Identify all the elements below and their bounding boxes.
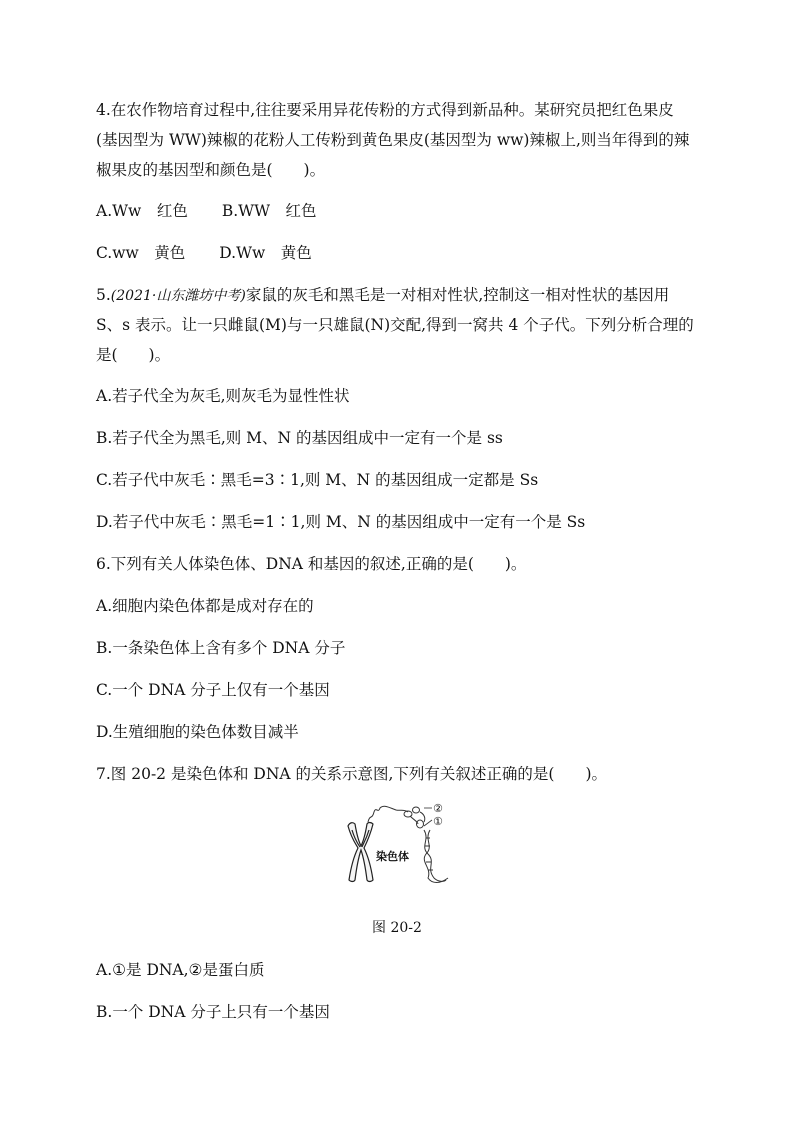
q4-options-row1 <box>96 201 317 221</box>
histone-beads <box>404 807 425 828</box>
q4-stem-line3: 椒果皮的基因型和颜色是( )。 <box>96 161 326 179</box>
q6-option-c: C.一个 DNA 分子上仅有一个基因 <box>96 681 330 699</box>
chromatin-fiber <box>368 806 408 822</box>
q6-option-b: B.一条染色体上含有多个 DNA 分子 <box>96 639 346 657</box>
q7-option-a: A.①是 DNA,②是蛋白质 <box>96 961 265 979</box>
q4-stem-line2: (基因型为 WW)辣椒的花粉人工传粉到黄色果皮(基因型为 ww)辣椒上,则当年得到的辣 <box>96 131 690 149</box>
dna-helix-icon <box>424 830 448 883</box>
q5-stem-line3: 是( )。 <box>96 346 171 364</box>
q4-option-b: B.WW 红色 <box>221 202 317 220</box>
figure-label-2: ② <box>433 802 443 815</box>
q5-option-c: C.若子代中灰毛∶黑毛=3∶1,则 M、N 的基因组成一定都是 Ss <box>96 471 539 489</box>
q6-option-a: A.细胞内染色体都是成对存在的 <box>96 597 314 615</box>
q5-stem-line1 <box>96 285 669 306</box>
figure-label-1: ① <box>433 815 443 828</box>
q5-option-d: D.若子代中灰毛∶黑毛=1∶1,则 M、N 的基因组成中一定有一个是 Ss <box>96 513 586 531</box>
chromosome-icon <box>348 823 373 882</box>
q5-stem-text: 家鼠的灰毛和黑毛是一对相对性状,控制这一相对性状的基因用 <box>245 286 670 304</box>
q5-option-b: B.若子代全为黑毛,则 M、N 的基因组成中一定有一个是 ss <box>96 429 503 447</box>
figure-caption: 图 20-2 <box>372 920 422 936</box>
q7-option-b: B.一个 DNA 分子上只有一个基因 <box>96 1003 330 1021</box>
q4-option-a: A.Ww 红色 <box>96 202 188 220</box>
q4-option-d: D.Ww 黄色 <box>219 244 312 262</box>
figure-label-chromosome: 染色体 <box>376 850 409 863</box>
q6-option-d: D.生殖细胞的染色体数目减半 <box>96 723 299 741</box>
q5-source: (2021·山东潍坊中考) <box>110 288 246 304</box>
q7-stem: 7.图 20-2 是染色体和 DNA 的关系示意图,下列有关叙述正确的是( )。 <box>96 765 608 783</box>
q5-stem-line2: S、s 表示。让一只雌鼠(M)与一只雄鼠(N)交配,得到一窝共 4 个子代。下列分析合理的 <box>96 316 694 334</box>
q5-number: 5. <box>96 286 111 304</box>
chromosome-dna-figure <box>340 800 460 886</box>
q4-option-c: C.ww 黄色 <box>96 244 186 262</box>
q6-stem: 6.下列有关人体染色体、DNA 和基因的叙述,正确的是( )。 <box>96 555 527 573</box>
q4-options-row2 <box>96 243 312 263</box>
q4-stem-line1: 4.在农作物培育过程中,往往要采用异花传粉的方式得到新品种。某研究员把红色果皮 <box>96 101 674 119</box>
q5-option-a: A.若子代全为灰毛,则灰毛为显性性状 <box>96 387 350 405</box>
